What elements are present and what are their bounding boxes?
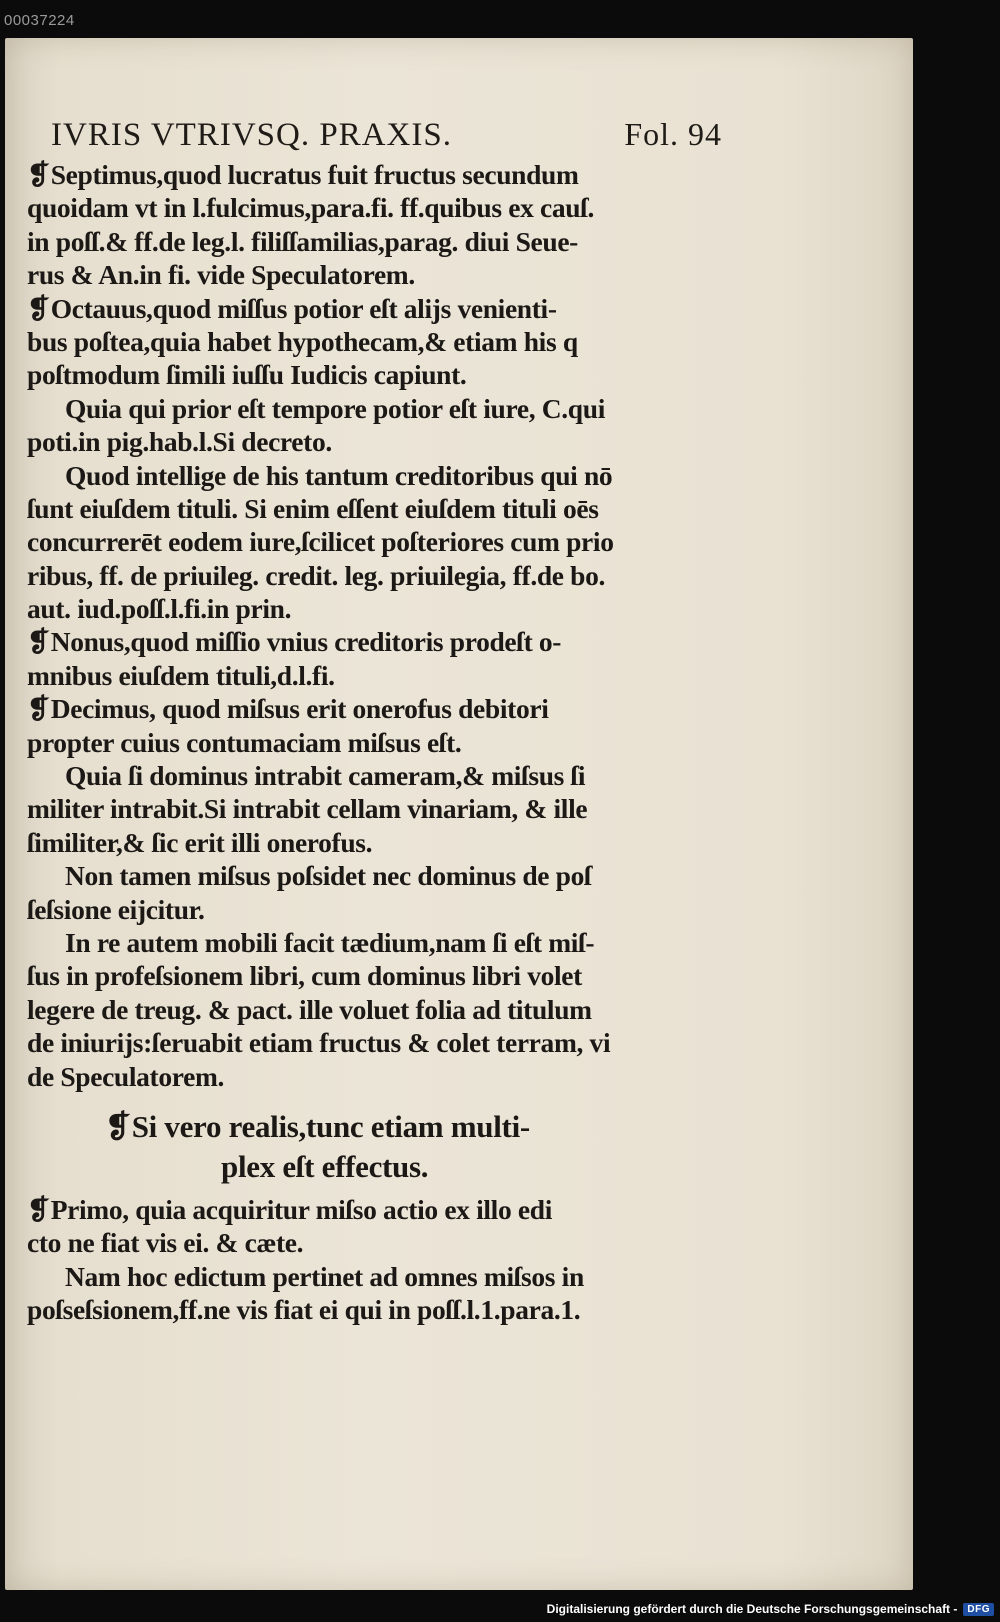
line-text: in poſſ.& ff.de leg.l. filiſſamilias,parag. diui Seue-: [27, 225, 578, 257]
text-line: [27, 859, 722, 892]
text-line: [27, 158, 722, 191]
line-text: ſimiliter,& ſic erit illi onerofus.: [27, 826, 373, 858]
line-text: In re autem mobili facit tædium,nam ſi eſt miſ-: [65, 926, 595, 958]
line-text: Nonus,quod miſſio vnius creditoris prodeſt o-: [50, 626, 562, 658]
body-text-after-heading: [27, 1193, 722, 1327]
line-text: poſseſsionem,ff.ne vis fiat ei qui in poſſ.l.1.para.1.: [27, 1294, 581, 1326]
dfg-logo: DFG: [963, 1603, 994, 1616]
text-line: [27, 559, 722, 592]
line-text: aut. iud.poſſ.l.fi.in prin.: [27, 593, 292, 625]
text-line: [27, 191, 722, 224]
section-heading-line-2: plex eſt effectus.: [221, 1148, 429, 1184]
text-line: [27, 959, 722, 992]
line-text: Non tamen miſsus poſsidet nec dominus de poſ: [65, 860, 592, 892]
heading-text: Si vero realis,tunc etiam multi-: [131, 1108, 530, 1144]
footer-text: Digitalisierung gefördert durch die Deutsche Forschungsgemeinschaft -: [546, 1602, 958, 1616]
text-line: [27, 625, 722, 658]
text-line: [27, 358, 722, 391]
text-line: [27, 1193, 722, 1226]
line-text: de iniurijs:ſeruabit etiam fructus & colet terram, vi: [27, 1027, 611, 1059]
text-line: [27, 726, 722, 759]
pilcrow-icon: ❡: [27, 626, 50, 658]
footer-credit: [547, 1602, 994, 1616]
text-line: [27, 525, 722, 558]
text-line: [27, 592, 722, 625]
body-text: [27, 158, 722, 1093]
line-text: Primo, quia acquiritur miſso actio ex illo edi: [50, 1193, 552, 1225]
line-text: legere de treug. & pact. ille voluet folia ad titulum: [27, 993, 592, 1025]
pilcrow-icon: ❡: [27, 292, 50, 324]
line-text: cto ne fiat vis ei. & cæte.: [27, 1227, 304, 1259]
text-line: [27, 926, 722, 959]
text-line: [27, 492, 722, 525]
text-line: [27, 692, 722, 725]
line-text: Nam hoc edictum pertinet ad omnes miſsos in: [65, 1260, 584, 1292]
line-text: Septimus,quod lucratus fuit fructus secundum: [50, 159, 579, 190]
line-text: quoidam vt in l.fulcimus,para.fi. ff.quibus ex cauſ.: [27, 192, 595, 224]
pilcrow-icon: ❡: [27, 693, 50, 725]
text-line: [27, 325, 722, 358]
line-text: propter cuius contumaciam miſsus eſt.: [27, 726, 462, 758]
line-text: concurrerēt eodem iure,ſcilicet poſteriores cum prio: [27, 526, 614, 558]
text-line: [27, 993, 722, 1026]
line-text: de Speculatorem.: [27, 1060, 225, 1092]
running-head-title: IVRIS VTRIVSQ. PRAXIS.: [51, 117, 452, 153]
line-text: Quia ſi dominus intrabit cameram,& miſsus ſi: [65, 760, 586, 792]
text-line: [27, 225, 722, 258]
text-line: [27, 425, 722, 458]
text-block: [27, 116, 722, 1327]
book-page: [5, 38, 913, 1590]
line-text: ribus, ff. de priuileg. credit. leg. priuilegia, ff.de bo.: [27, 559, 606, 591]
text-line: [27, 893, 722, 926]
text-line: [27, 258, 722, 291]
line-text: ſeſsione eijcitur.: [27, 893, 205, 925]
line-text: ſunt eiuſdem tituli. Si enim eſſent eiuſdem tituli oēs: [27, 492, 599, 524]
text-line: [27, 1260, 722, 1293]
line-text: poſtmodum ſimili iuſſu Iudicis capiunt.: [27, 359, 467, 391]
pilcrow-icon: ❡: [27, 159, 50, 190]
line-text: Quia qui prior eſt tempore potior eſt iure, C.qui: [65, 392, 605, 424]
line-text: Quod intellige de his tantum creditoribus qui nō: [65, 459, 613, 491]
text-line: [27, 1293, 722, 1326]
running-head: [27, 116, 722, 154]
folio-number: Fol. 94: [624, 116, 722, 152]
line-text: poti.in pig.hab.l.Si decreto.: [27, 426, 332, 458]
line-text: bus poſtea,quia habet hypothecam,& etiam his q: [27, 325, 578, 357]
line-text: militer intrabit.Si intrabit cellam vinariam, & ille: [27, 793, 588, 825]
line-text: ſus in profeſsionem libri, cum dominus libri volet: [27, 960, 582, 992]
text-line: [27, 826, 722, 859]
pilcrow-icon: ❡: [27, 1193, 50, 1225]
line-text: Decimus, quod miſsus erit onerofus debitori: [50, 693, 549, 725]
line-text: Octauus,quod miſſus potior eſt alijs venienti-: [50, 292, 557, 324]
text-line: [27, 392, 722, 425]
text-line: [27, 1026, 722, 1059]
pilcrow-icon: ❡: [105, 1108, 131, 1144]
section-heading-line-1: [27, 1107, 722, 1147]
text-line: [27, 459, 722, 492]
text-line: [27, 792, 722, 825]
text-line: [27, 1060, 722, 1093]
line-text: mnibus eiuſdem tituli,d.l.fi.: [27, 659, 335, 691]
text-line: [27, 659, 722, 692]
text-line: [27, 292, 722, 325]
text-line: [27, 759, 722, 792]
scan-id: 00037224: [4, 12, 75, 29]
line-text: rus & An.in fi. vide Speculatorem.: [27, 259, 415, 291]
text-line: [27, 1226, 722, 1259]
